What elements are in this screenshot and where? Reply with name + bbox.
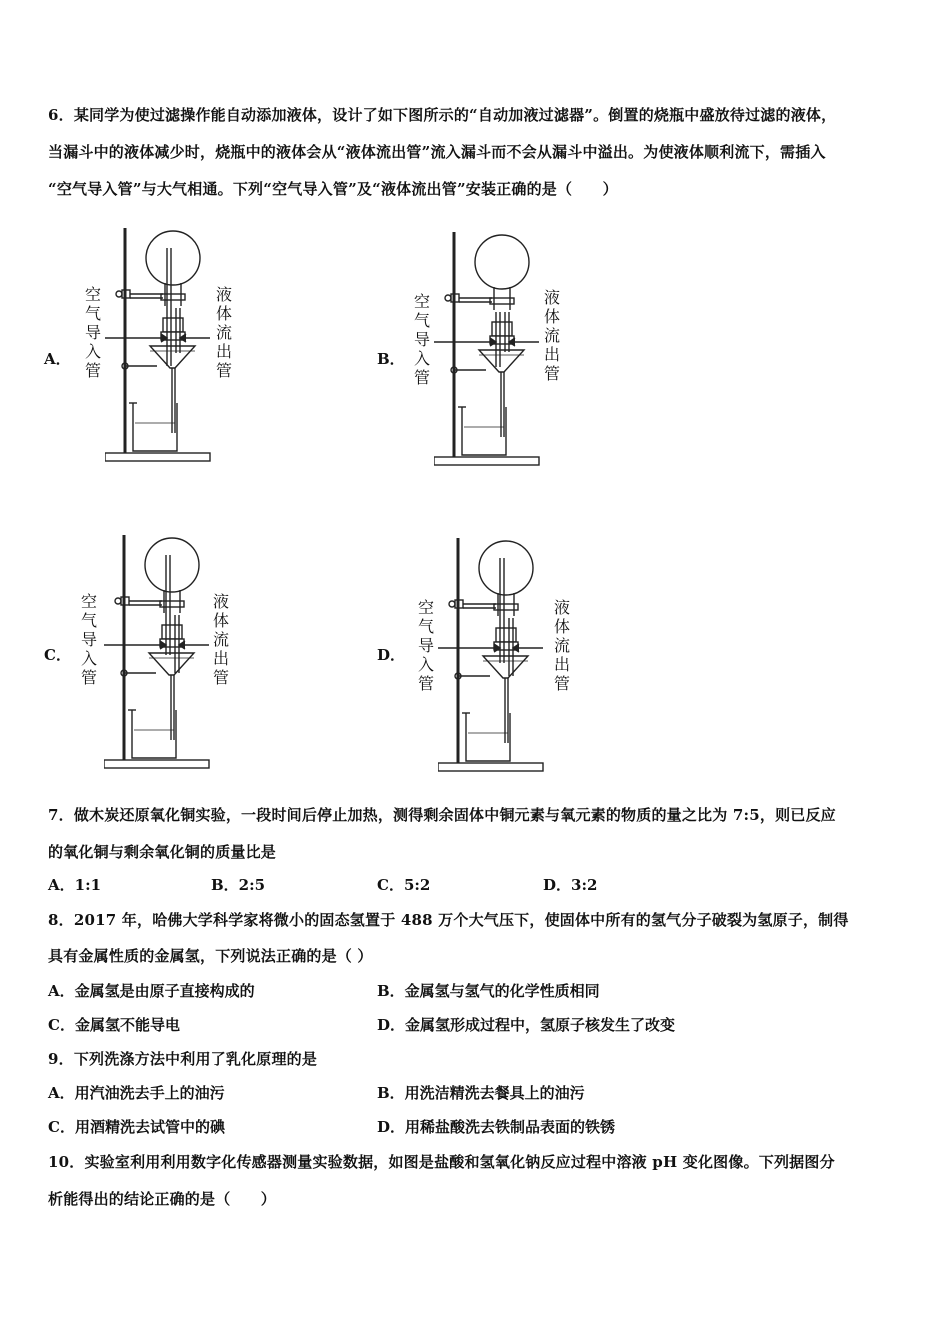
figure-b-letter: B． <box>377 350 405 368</box>
q8-option-c: C．金属氢不能导电 <box>48 1016 180 1034</box>
q6-line-2: 当漏斗中的液体减少时，烧瓶中的液体会从“液体流出管”流入漏斗而不会从漏斗中溢出。为使液体顺利流下，需插入 <box>48 143 826 161</box>
figure-d-liquid-label: 液体流出管 <box>553 598 570 693</box>
q10-line-1: 10．实验室利用利用数字化传感器测量实验数据，如图是盐酸和氢氧化钠反应过程中溶液 pH 变化图像。下列据图分 <box>48 1153 835 1171</box>
q8-option-a: A．金属氢是由原子直接构成的 <box>48 982 255 1000</box>
figure-c-letter: C． <box>44 646 71 664</box>
q9-option-b: B．用洗洁精洗去餐具上的油污 <box>377 1084 585 1102</box>
q7-option-b: B．2:5 <box>211 876 266 894</box>
figure-d-letter: D． <box>377 646 406 664</box>
q9-option-a: A．用汽油洗去手上的油污 <box>48 1084 225 1102</box>
figure-a-air-label: 空气导入管 <box>84 285 101 380</box>
figure-d-apparatus <box>438 538 578 778</box>
figure-c-liquid-label: 液体流出管 <box>212 592 229 687</box>
figure-b-liquid-label: 液体流出管 <box>543 288 560 383</box>
q7-line-2: 的氧化铜与剩余氧化铜的质量比是 <box>48 843 277 861</box>
q8-option-d: D．金属氢形成过程中，氢原子核发生了改变 <box>377 1016 676 1034</box>
q7-option-c: C．5:2 <box>377 876 431 894</box>
q8-line-1: 8．2017 年，哈佛大学科学家将微小的固态氢置于 488 万个大气压下，使固体中所有的氢气分子破裂为氢原子，制得 <box>48 911 849 929</box>
q7-option-d: D．3:2 <box>543 876 598 894</box>
q10-line-2: 析能得出的结论正确的是（ ） <box>48 1190 277 1208</box>
q9-option-d: D．用稀盐酸洗去铁制品表面的铁锈 <box>377 1118 616 1136</box>
q9-line-1: 9．下列洗涤方法中利用了乳化原理的是 <box>48 1050 318 1068</box>
q6-line-1: 6．某同学为使过滤操作能自动添加液体，设计了如下图所示的“自动加液过滤器”。倒置的烧瓶中盛放待过滤的液体， <box>48 106 837 124</box>
figure-c-air-label: 空气导入管 <box>80 592 97 687</box>
figure-b-air-label: 空气导入管 <box>413 292 430 387</box>
q7-line-1: 7．做木炭还原氧化铜实验，一段时间后停止加热，测得剩余固体中铜元素与氧元素的物质的量之比为 7:5，则已反应 <box>48 806 836 824</box>
q6-line-3: “空气导入管”与大气相通。下列“空气导入管”及“液体流出管”安装正确的是（ ） <box>48 180 618 198</box>
q9-option-c: C．用酒精洗去试管中的碘 <box>48 1118 225 1136</box>
q8-option-b: B．金属氢与氢气的化学性质相同 <box>377 982 600 1000</box>
figure-d-air-label: 空气导入管 <box>417 598 434 693</box>
figure-b-apparatus <box>434 232 574 472</box>
figure-c-apparatus <box>104 535 244 775</box>
figure-a-liquid-label: 液体流出管 <box>215 285 232 380</box>
figure-a-letter: A． <box>44 350 71 368</box>
q8-line-2: 具有金属性质的金属氢，下列说法正确的是（ ） <box>48 947 373 965</box>
q7-option-a: A．1:1 <box>48 876 102 894</box>
figure-a-apparatus <box>105 228 245 468</box>
